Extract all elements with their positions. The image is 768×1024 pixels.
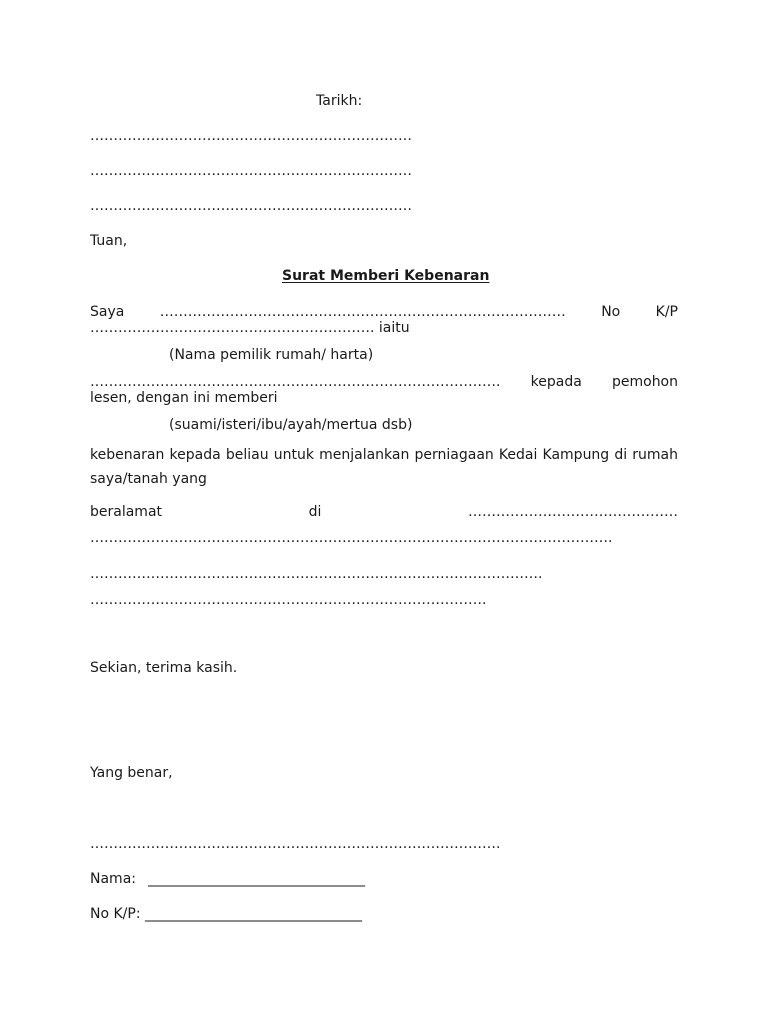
closing-text: Sekian, terima kasih. [90,660,238,676]
permission-paragraph: kebenaran kepada beliau untuk menjalankan perniagaan Kedai Kampung di rumah saya/tanah yang [90,447,678,487]
signature-line: ……………………………………………………………………………. [90,836,501,852]
sign-off: Yang benar, [90,765,173,781]
owner-hint: (Nama pemilik rumah/ harta) [169,347,374,363]
address-line-2: …………………………………………………………… [90,163,412,179]
pemohon-word: pemohon [611,374,678,390]
beralamat-word: beralamat [90,504,163,520]
recipient-line [90,374,678,390]
beralamat-dots: ……………………………………… [467,504,678,520]
address-dots-3: ……………………………………………………………………………………. [90,566,543,582]
lesen-line: lesen, dengan ini memberi [90,390,278,406]
kp-word: K/P [655,304,678,320]
date-label: Tarikh: [316,93,363,109]
ic-field-line: _______________________________ [145,906,362,922]
address-dots-2: …………………………………………………………………………………………………. [90,530,613,546]
ic-label: No K/P: [90,906,141,922]
recipient-dots: ……………………………………………………………………………. [90,374,501,390]
relation-hint: (suami/isteri/ibu/ayah/mertua dsb) [169,417,413,433]
address-line-1: …………………………………………………………… [90,128,412,144]
iaitu-line: ……………………………………………………. iaitu [90,320,410,336]
saya-word: Saya [90,304,125,320]
saya-dots: …………………………………………………………………………… [159,304,566,320]
letter-title: Surat Memberi Kebenaran [282,268,490,284]
beralamat-line [90,504,678,520]
kepada-word: kepada [530,374,582,390]
address-dots-4: …………………………………………………………………………. [90,592,487,608]
di-word: di [308,504,322,520]
name-field-line: _______________________________ [148,871,365,887]
saya-line [90,304,678,320]
address-line-3: …………………………………………………………… [90,198,412,214]
salutation: Tuan, [90,233,128,249]
no-word: No [601,304,621,320]
name-label: Nama: [90,871,136,887]
